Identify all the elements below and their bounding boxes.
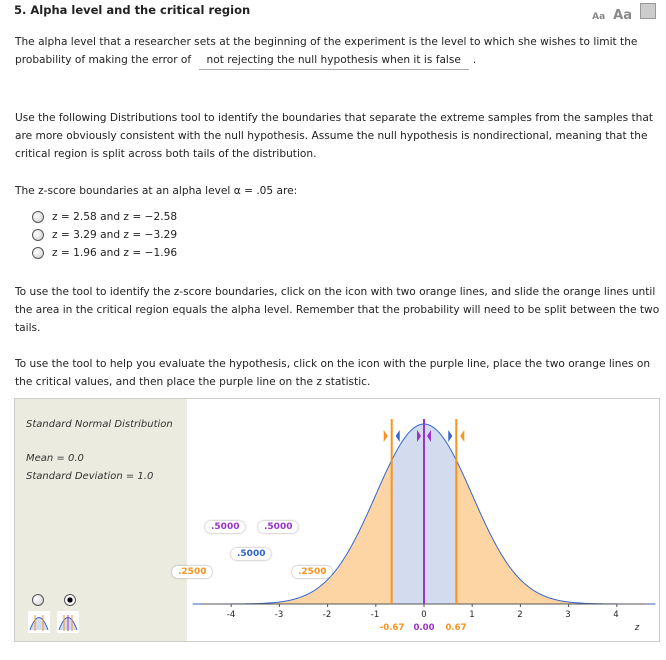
increase-font-button[interactable]: Aa bbox=[613, 8, 632, 23]
print-icon[interactable] bbox=[640, 3, 656, 19]
tick-label: -3 bbox=[274, 610, 284, 620]
tick-label: 2 bbox=[517, 610, 523, 620]
area-left-tail-label: .2500 bbox=[172, 566, 212, 578]
option-3[interactable]: z = 1.96 and z = −1.96 bbox=[32, 247, 177, 259]
radio-button[interactable] bbox=[32, 247, 44, 259]
question-prompt: The z-score boundaries at an alpha level α = .05 are: bbox=[15, 185, 298, 197]
right-orange-handle[interactable] bbox=[448, 430, 452, 442]
question-title: 5. Alpha level and the critical region bbox=[14, 3, 251, 17]
right-tail-area bbox=[456, 460, 655, 604]
paragraph-alpha: The alpha level that a researcher sets at the beginning of the experiment is the level to which she wishes to limit the probability of making the error of not rejecting the null hypothesis when it is false . bbox=[15, 33, 660, 70]
area-left-of-purple-label: .5000 bbox=[205, 521, 245, 533]
right-orange-handle[interactable] bbox=[460, 430, 464, 442]
left-orange-handle[interactable] bbox=[396, 430, 400, 442]
mean-label: Mean = 0.0 bbox=[26, 453, 84, 464]
right-boundary-value: 0.67 bbox=[445, 623, 467, 633]
answer-blank[interactable]: not rejecting the null hypothesis when it is false bbox=[199, 51, 469, 70]
area-right-of-purple-label: .5000 bbox=[258, 521, 298, 533]
tick-label: 3 bbox=[565, 610, 571, 620]
tick-label: 4 bbox=[613, 610, 619, 620]
tick-label: -1 bbox=[370, 610, 380, 620]
mode-radio-purple-line[interactable] bbox=[64, 594, 76, 606]
two-orange-lines-icon[interactable] bbox=[28, 611, 50, 633]
radio-button[interactable] bbox=[32, 211, 44, 223]
paragraph-tool-usage-2: To use the tool to help you evaluate the hypothesis, click on the icon with the purple line, place the two orange lines on the critical values, and then place the purple line on the z statistic. bbox=[15, 358, 651, 388]
mode-radio-orange-lines[interactable] bbox=[32, 594, 44, 606]
distributions-tool bbox=[14, 398, 660, 642]
paragraph-tool-usage-1: To use the tool to identify the z-score boundaries, click on the icon with two orange lines, and slide the orange lines until the area in the critical region equals the alpha level. Remember that the probability will need to be split between the two tails. bbox=[15, 286, 660, 334]
left-orange-handle[interactable] bbox=[384, 430, 388, 442]
tool-info-panel bbox=[15, 399, 187, 641]
area-right-tail-label: .2500 bbox=[292, 566, 332, 578]
option-1[interactable]: z = 2.58 and z = −2.58 bbox=[32, 211, 177, 223]
radio-button[interactable] bbox=[32, 229, 44, 241]
axis-label: z bbox=[634, 623, 640, 633]
distribution-chart bbox=[187, 399, 659, 641]
distribution-name: Standard Normal Distribution bbox=[26, 419, 173, 430]
tick-label: -2 bbox=[322, 610, 332, 620]
sd-label: Standard Deviation = 1.0 bbox=[26, 471, 154, 482]
decrease-font-button[interactable]: Aa bbox=[592, 12, 606, 22]
tick-label: 1 bbox=[469, 610, 475, 620]
area-middle-label: .5000 bbox=[231, 548, 271, 560]
tick-label: -4 bbox=[226, 610, 236, 620]
purple-line-icon[interactable] bbox=[57, 611, 79, 633]
left-boundary-value: -0.67 bbox=[379, 623, 405, 633]
paragraph-instructions: Use the following Distributions tool to identify the boundaries that separate the extreme samples from the samples that are more obviously consistent with the null hypothesis. Assume the null hypothesis is nondirectional, meaning that the critical region is split across both tails of the distribution. bbox=[15, 112, 653, 160]
tick-label: 0 bbox=[421, 610, 427, 620]
option-2[interactable]: z = 3.29 and z = −3.29 bbox=[32, 229, 177, 241]
z-statistic-value: 0.00 bbox=[413, 623, 435, 633]
toolbar bbox=[592, 3, 656, 23]
